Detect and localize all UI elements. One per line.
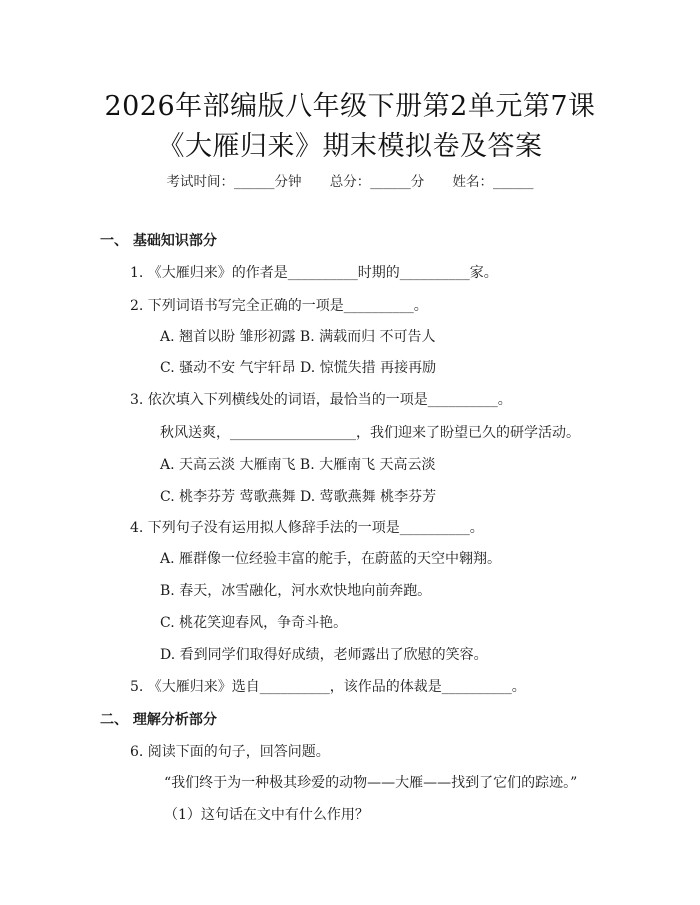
question-4-option-c: C. 桃花笑迎春风，争奇斗艳。: [160, 615, 348, 631]
question-1: 1. 《大雁归来》的作者是__________时期的__________家。: [130, 265, 498, 281]
exam-title-line1: 2026年部编版八年级下册第2单元第7课: [104, 91, 596, 122]
section-heading-analysis: 二、 理解分析部分: [100, 712, 217, 728]
question-5: 5. 《大雁归来》选自__________，该作品的体裁是__________。: [130, 679, 526, 695]
question-4-option-a: A. 雁群像一位经验丰富的舵手，在蔚蓝的天空中翱翔。: [160, 551, 502, 567]
question-2-options-cd: C. 骚动不安 气宇轩昂 D. 惊慌失措 再接再励: [160, 360, 437, 376]
question-4-option-d: D. 看到同学们取得好成绩，老师露出了欣慰的笑容。: [160, 647, 488, 663]
question-6-quote: “我们终于为一种极其珍爱的动物——大雁——找到了它们的踪迹。”: [164, 775, 578, 791]
exam-title-line2: 《大雁归来》期末模拟卷及答案: [157, 131, 543, 162]
question-3-options-cd: C. 桃李芬芳 莺歌燕舞 D. 莺歌燕舞 桃李芬芳: [160, 489, 437, 505]
question-6-sub-1: （1）这句话在文中有什么作用？: [164, 807, 369, 823]
question-3: 3. 依次填入下列横线处的词语，最恰当的一项是__________。: [130, 392, 512, 408]
question-2: 2. 下列词语书写完全正确的一项是__________。: [130, 298, 428, 314]
question-3-options-ab: A. 天高云淡 大雁南飞 B. 大雁南飞 天高云淡: [160, 457, 436, 473]
question-3-sentence: 秋风送爽，__________________，我们迎来了盼望已久的研学活动。: [160, 425, 580, 441]
question-4: 4. 下列句子没有运用拟人修辞手法的一项是__________。: [130, 520, 484, 536]
exam-meta: [0, 170, 700, 190]
question-6: 6. 阅读下面的句子，回答问题。: [130, 744, 330, 760]
total-score-field: 总分：______分: [329, 174, 425, 190]
section-heading-basic: 一、 基础知识部分: [100, 233, 217, 249]
question-4-option-b: B. 春天，冰雪融化，河水欢快地向前奔跑。: [160, 583, 432, 599]
exam-time-field: 考试时间：______分钟: [166, 174, 302, 190]
question-2-options-ab: A. 翘首以盼 雏形初露 B. 满载而归 不可告人: [160, 329, 436, 345]
student-name-field: 姓名：______: [452, 174, 534, 190]
